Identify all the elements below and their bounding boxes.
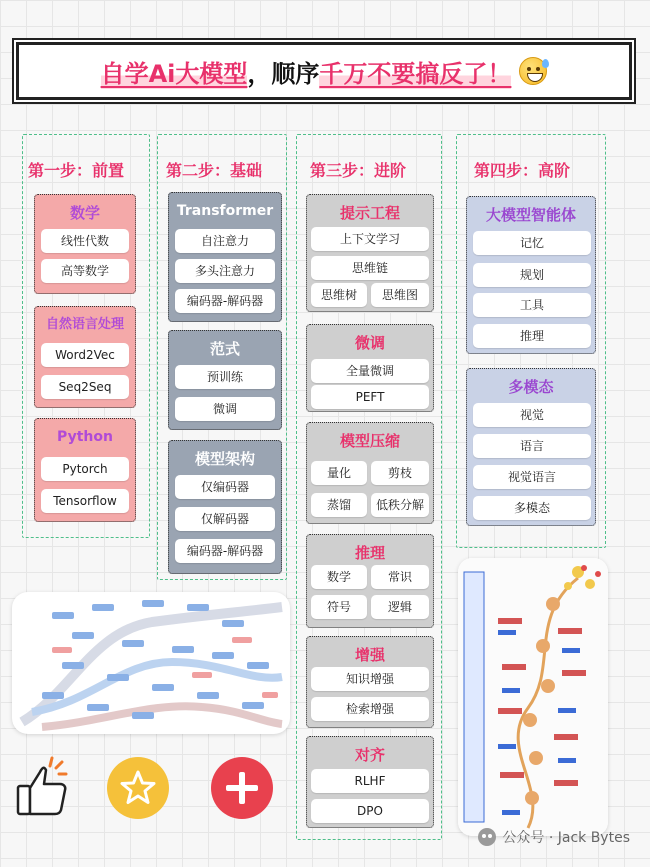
item-chain-of-thought[interactable]: 思维链 [311, 256, 429, 280]
item-word2vec[interactable]: Word2Vec [41, 343, 129, 367]
card-llm-agent [466, 196, 596, 354]
item-reasoning-agent[interactable]: 推理 [473, 324, 591, 348]
card-title: 模型压缩 [339, 432, 400, 450]
card-title: 自然语言处理 [45, 317, 124, 332]
page-title [16, 42, 632, 100]
title-highlight-1: 自学Ai大模型 [101, 54, 248, 89]
item-multimodal[interactable]: 多模态 [473, 496, 591, 520]
card-finetuning [306, 324, 434, 412]
card-title: 大模型智能体 [485, 206, 576, 224]
timeline-graphic [458, 558, 608, 836]
watermark-text: 公众号 · Jack Bytes [502, 830, 630, 846]
card-title: 多模态 [508, 378, 554, 396]
item-peft[interactable]: PEFT [311, 385, 429, 409]
card-title: Transformer [176, 203, 274, 219]
star-icon[interactable] [106, 756, 170, 820]
item-decoder-only[interactable]: 仅解码器 [175, 507, 275, 531]
card-title: 对齐 [354, 746, 385, 764]
item-full-finetuning[interactable]: 全量微调 [311, 359, 429, 383]
item-tensorflow[interactable]: Tensorflow [41, 489, 129, 513]
wechat-icon [478, 828, 496, 846]
item-knowledge-augmentation[interactable]: 知识增强 [311, 667, 429, 691]
item-planning[interactable]: 规划 [473, 263, 591, 287]
item-vision[interactable]: 视觉 [473, 403, 591, 427]
card-title: 提示工程 [339, 204, 400, 222]
card-title: 推理 [354, 544, 385, 562]
card-nlp [34, 306, 136, 408]
item-logic[interactable]: 逻辑 [371, 595, 429, 619]
item-low-rank-decomposition[interactable]: 低秩分解 [371, 493, 429, 517]
item-tools[interactable]: 工具 [473, 293, 591, 317]
tree-graphic [12, 592, 290, 734]
card-math [34, 194, 136, 294]
card-reasoning [306, 534, 434, 628]
card-title: Python [57, 429, 113, 445]
thumbs-up-icon[interactable] [14, 752, 70, 818]
item-encoder-decoder-arch[interactable]: 编码器-解码器 [175, 539, 275, 563]
card-alignment [306, 736, 434, 828]
plus-icon[interactable] [210, 756, 274, 820]
item-encoder-decoder[interactable]: 编码器-解码器 [175, 289, 275, 313]
card-multimodal [466, 368, 596, 526]
card-transformer [168, 192, 282, 322]
llm-evolution-tree-image[interactable] [12, 592, 290, 734]
item-quantization[interactable]: 量化 [311, 461, 367, 485]
title-highlight-2: 千万不要搞反了！ [319, 54, 511, 89]
item-tree-of-thought[interactable]: 思维树 [311, 283, 367, 307]
item-self-attention[interactable]: 自注意力 [175, 229, 275, 253]
card-paradigm [168, 330, 282, 430]
item-seq2seq[interactable]: Seq2Seq [41, 375, 129, 399]
china-llm-timeline-image[interactable] [458, 558, 608, 836]
card-title: 微调 [354, 334, 385, 352]
item-rlhf[interactable]: RLHF [311, 769, 429, 793]
card-title: 增强 [354, 646, 385, 664]
item-graph-of-thought[interactable]: 思维图 [371, 283, 429, 307]
item-linear-algebra[interactable]: 线性代数 [41, 229, 129, 253]
card-title: 模型架构 [194, 450, 255, 468]
item-math[interactable]: 数学 [311, 565, 367, 589]
item-calculus[interactable]: 高等数学 [41, 259, 129, 283]
item-pruning[interactable]: 剪枝 [371, 461, 429, 485]
item-distillation[interactable]: 蒸馏 [311, 493, 367, 517]
card-model-architecture [168, 440, 282, 574]
card-prompt-engineering [306, 194, 434, 312]
step-3-heading: 第三步：进阶 [310, 161, 407, 180]
step-1-heading: 第一步：前置 [28, 161, 125, 180]
item-multi-head-attention[interactable]: 多头注意力 [175, 259, 275, 283]
item-vision-language[interactable]: 视觉语言 [473, 465, 591, 489]
sweat-smile-emoji-icon [519, 57, 547, 85]
card-title: 范式 [209, 340, 240, 358]
step-4-heading: 第四步：高阶 [474, 161, 571, 180]
item-in-context-learning[interactable]: 上下文学习 [311, 227, 429, 251]
item-retrieval-augmentation[interactable]: 检索增强 [311, 697, 429, 721]
card-python [34, 418, 136, 522]
item-memory[interactable]: 记忆 [473, 231, 591, 255]
item-pretraining[interactable]: 预训练 [175, 365, 275, 389]
title-middle: ，顺序 [247, 59, 320, 88]
item-encoder-only[interactable]: 仅编码器 [175, 475, 275, 499]
item-symbolic[interactable]: 符号 [311, 595, 367, 619]
card-model-compression [306, 422, 434, 524]
card-title: 数学 [69, 204, 100, 222]
item-dpo[interactable]: DPO [311, 799, 429, 823]
step-2-heading: 第二步：基础 [166, 161, 263, 180]
card-augmentation [306, 636, 434, 728]
item-common-sense[interactable]: 常识 [371, 565, 429, 589]
item-language[interactable]: 语言 [473, 434, 591, 458]
watermark [478, 827, 630, 847]
item-pytorch[interactable]: Pytorch [41, 457, 129, 481]
item-finetuning[interactable]: 微调 [175, 397, 275, 421]
